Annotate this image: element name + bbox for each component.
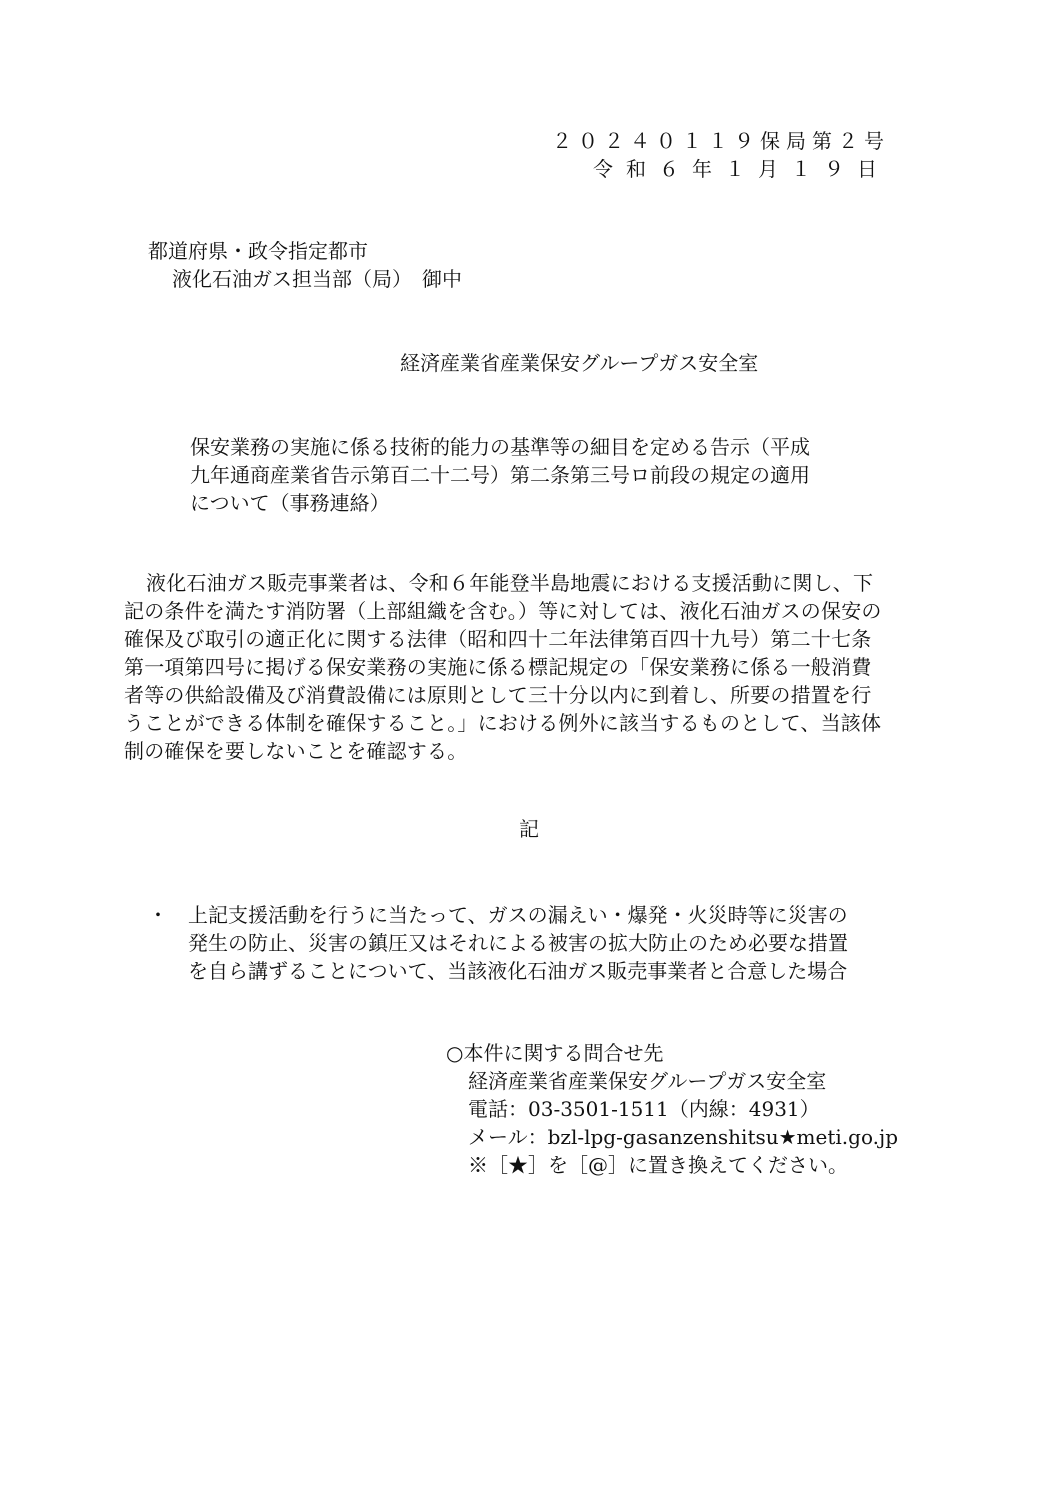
sender: 経済産業省産業保安グループガス安全室 xyxy=(400,351,759,375)
contact-note: ※［★］を［@］に置き換えてください。 xyxy=(468,1153,848,1177)
condition-bullet: ・ xyxy=(148,903,168,927)
subject-line-2: 九年通商産業省告示第百二十二号）第二条第三号ロ前段の規定の適用 xyxy=(190,463,810,487)
subject-line-3: について（事務連絡） xyxy=(190,491,390,515)
contact-phone: 電話：03-3501-1511（内線：4931） xyxy=(468,1097,820,1121)
body-line-7: 制の確保を要しないことを確認する。 xyxy=(124,739,468,763)
contact-office: 経済産業省産業保安グループガス安全室 xyxy=(468,1069,827,1093)
subject-line-1: 保安業務の実施に係る技術的能力の基準等の細目を定める告示（平成 xyxy=(190,435,810,459)
addressee-line-1: 都道府県・政令指定都市 xyxy=(148,239,368,263)
condition-line-3: を自ら講ずることについて、当該液化石油ガス販売事業者と合意した場合 xyxy=(188,959,848,983)
body-line-1: 液化石油ガス販売事業者は、令和６年能登半島地震における支援活動に関し、下 xyxy=(146,571,874,595)
body-line-6: うことができる体制を確保すること。」における例外に該当するものとして、当該体 xyxy=(124,711,882,735)
body-line-3: 確保及び取引の適正化に関する法律（昭和四十二年法律第百四十九号）第二十七条 xyxy=(124,627,872,651)
contact-mail: メール：bzl-lpg-gasanzenshitsu★meti.go.jp xyxy=(468,1125,899,1149)
body-line-2: 記の条件を満たす消防署（上部組織を含む。）等に対しては、液化石油ガスの保安の xyxy=(124,599,882,623)
document-date: 令和６年１月１９日 xyxy=(593,157,890,181)
contact-heading: ○本件に関する問合せ先 xyxy=(446,1041,664,1065)
addressee-line-2: 液化石油ガス担当部（局） 御中 xyxy=(172,267,462,291)
ki-heading: 記 xyxy=(519,817,539,841)
body-line-5: 者等の供給設備及び消費設備には原則として三十分以内に到着し、所要の措置を行 xyxy=(124,683,872,707)
condition-line-2: 発生の防止、災害の鎮圧又はそれによる被害の拡大防止のため必要な措置 xyxy=(188,931,848,955)
condition-line-1: 上記支援活動を行うに当たって、ガスの漏えい・爆発・火災時等に災害の xyxy=(188,903,848,927)
body-line-4: 第一項第四号に掲げる保安業務の実施に係る標記規定の「保安業務に係る一般消費 xyxy=(124,655,872,679)
document-number: ２０２４０１１９保局第２号 xyxy=(552,129,890,153)
